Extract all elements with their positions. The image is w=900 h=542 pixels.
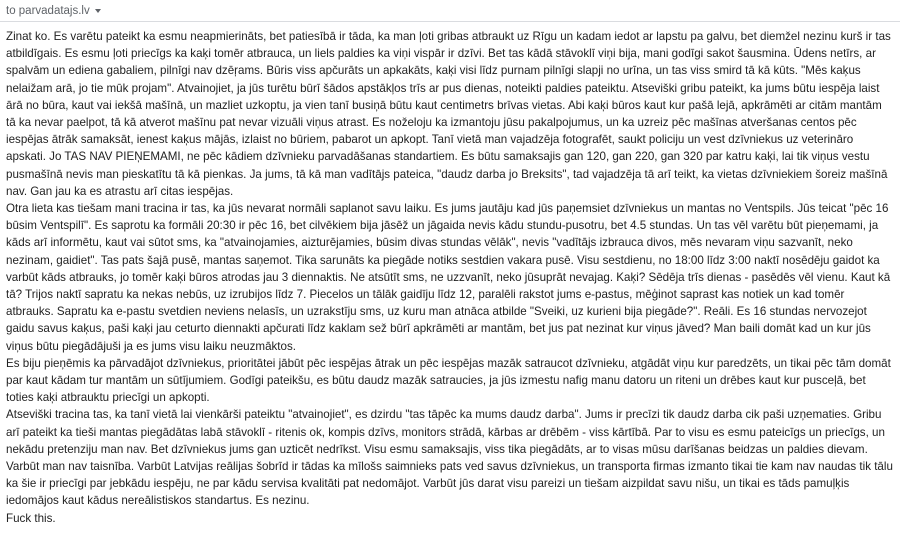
message-body — [0, 22, 900, 527]
recipient-label: to parvadatajs.lv — [6, 4, 90, 17]
message-paragraph: Otra lieta kas tiešam mani tracina ir tas, ka jūs nevarat normāli saplanot savu laiku. Es jums jautāju kad jūs paņemsiet dzīvniekus un mantas no Ventspils. Jūs teicat "pēc 16 būsim Ventspilī". Es saprotu ka formāli 20:30 ir pēc 16, bet cilvēkiem bija jāsēž un jāgaida nevis kādu stundu-pusotru, bet 4.5 stundas. Un tas vēl varētu būt pieņemami, ja kāds arī informētu, kaut vai sūtot sms, ka "atvainojamies, aizturējamies, būsim divas stundas vēlāk", nevis "vadītājs izbrauca divos, mēs nevaram viņu sazvanīt, neko nezinam, gaidiet". Tas pats šajā pusē, mantas saņemot. Tika sarunāts ka piegāde notiks sestdien vakara pusē. Visu sestdienu, no 18:00 līdz 3:00 naktī nosēdēju gaidot ka varbūt kāds atbrauks, jo tomēr kaķi būros atrodas jau 3 diennaktis. Ne atsūtīt sms, ne uzzvanīt, neko jūsuprāt nevajag. Kaķi? Sēdēja trīs dienas - pasēdēs vēl vienu. Kaut kā tā? Trijos naktī sapratu ka nekas nebūs, uz izrubijos līdz 7. Piecelos un tālāk gaidīju līdz 12, paralēli rakstot jums e-pastus, mēģinot saprast kas notiek un kad tomēr atbrauks. Sapratu ka e-pastu svetdien neviens nelasīs, un uzrakstīju sms, uz kuru man atnāca atbilde "Sveiki, uz kurieni bija piegāde?". Reāli. Es 16 stundas nervozejot gaidu savus kaķus, paši kaķi jau ceturto diennakti apčurati līdz kaklam sež būrī apkrāmēti ar mantām, bet jus pat nezinat kur viņus jāved? Man baili domāt kad un kur jūs viņus būtu piegādājuši ja es jums visu laiku neuzmāktos. — [6, 202, 891, 353]
message-header — [0, 0, 900, 22]
message-paragraph: Varbūt man nav taisnība. Varbūt Latvijas reālijas šobrīd ir tādas ka mīlošs saimnieks pats ved savus dzīvniekus, un transporta firmas izmanto tikai tie kam nav naudas tik tālu ka šie ir priecīgi par jebkādu iespēju, ne par kādu servisa kvalitāti pat nedomājot. Varbūt jūs darat visu pareizi un tiešam aizpildat savu nišu, un tikai es tāds pamuļķis iedomājos kaut kādus nereālistiskos standartus. Es nezinu. — [6, 460, 893, 508]
message-paragraph: Fuck this. — [6, 511, 56, 525]
chevron-down-icon[interactable] — [95, 9, 101, 13]
message-paragraph: Es biju pieņēmis ka pārvadājot dzīvniekus, prioritātei jābūt pēc iespējas ātrak un pēc iespējas mazāk satraucot dzīvnieku, atgādāt viņu kur paredzēts, un tikai pēc tām domāt par kaut kādam tur mantām un sūtījumiem. Godīgi pateikšu, es būtu daudz mazāk satraucies, ja jūs izmestu nafig manu datoru un riteni un drēbes kaut kur pusceļā, bet toties kaķi atbrauktu priecīgi un apkopti. — [6, 356, 891, 405]
recipient-details-toggle[interactable] — [6, 5, 101, 17]
message-paragraph: Atseviški tracina tas, ka tanī vietā lai vienkārši pateiktu "atvainojiet", es dzirdu "tas tāpēc ka mums daudz darba". Jums ir precīzi tik daudz darba cik paši uzņematies. Gribu arī pateikt ka tieši mantas piegādātas labā stāvoklī - ritenis ok, kompis dzīvs, monitors strādā, kārbas ar drēbēm - viss kārtībā. Par to visu es esmu pateicīgs un priecīgs, un nekādu pretenziju man nav. Bet dzīvniekus jums gan uzticēt nedrīkst. Visu esmu samaksajis, viss tika piegādāts, ar to visas mūsu darīšanas beidzas un paldies dievam. — [6, 408, 885, 456]
message-paragraph: Zinat ko. Es varētu pateikt ka esmu neapmierināts, bet patiesībā ir tāda, ka man ļoti gribas atbraukt uz Rīgu un kadam iedot ar lapstu pa galvu, bet diemžel nezinu kurš ir tas atbildīgais. Es esmu ļoti priecīgs ka kaķi tomēr atbrauca, un liels paldies ka viņi vispār ir dzīvi. Bet tas kādā stāvoklī viņi bija, mani godīgi sakot šausmina. Ūdens netīrs, ar spalvām un ediena gabaliem, pilnīgi nav dzēŗams. Būris viss apčurāts un apkakāts, kaķi visi līdz purnam pilnīgi slapji no urīna, un tas viss smird tā kā kūts. "Mēs kaķus nelaižam arā, jo tie mūk projam". Atvainojiet, ja jūs turētu būrī šādos apstākļos trīs ar pus dienas, noteikti paldies pateiktu. Atseviški gribu pateikt, ka jums būtu iespēja laist ārā no būra, kaut vai iekšā mašīnā, un mazliet uzkoptu, ja vien tanī busiņā būtu kaut centimetrs brīvas vietas. Abi kaķi būros kaut kur pašā lejā, apkrāmēti ar citām mantām tā ka nevar paelpot, tā kā atverot mašīnu pat nevar vizuāli viņus atrast. Es noželoju ka izmantoju jūsu pakalpojumus, un ka uzreiz pēc mašīnas atveršanas centos pēc iespējas ātrāk samaksāt, ienest kaķus mājās, izlaist no būriem, pabarot un apkopt. Tanī vietā man vajadzēja fotografēt, saukt policiju un vest dzīvniekus uz veterināro apskati. Jo TAS NAV PIEŅEMAMI, ne pēc kādiem dzīvnieku parvadāšanas standartiem. Es būtu samaksajis gan 120, gan 220, gan 320 par katru kaķi, lai tik viņus vestu pusmašīnā nevis man pieskatītu tā kā pienkas. Ja jums, tā kā man vadītājs pateica, "daudz darba jo Breksits", tad vajadzēja tā arī teikt, ka vietas dzīvniekiem šoreiz mašīnā nav. Gan jau ka es atrastu arī citas iespējas. — [6, 30, 891, 198]
